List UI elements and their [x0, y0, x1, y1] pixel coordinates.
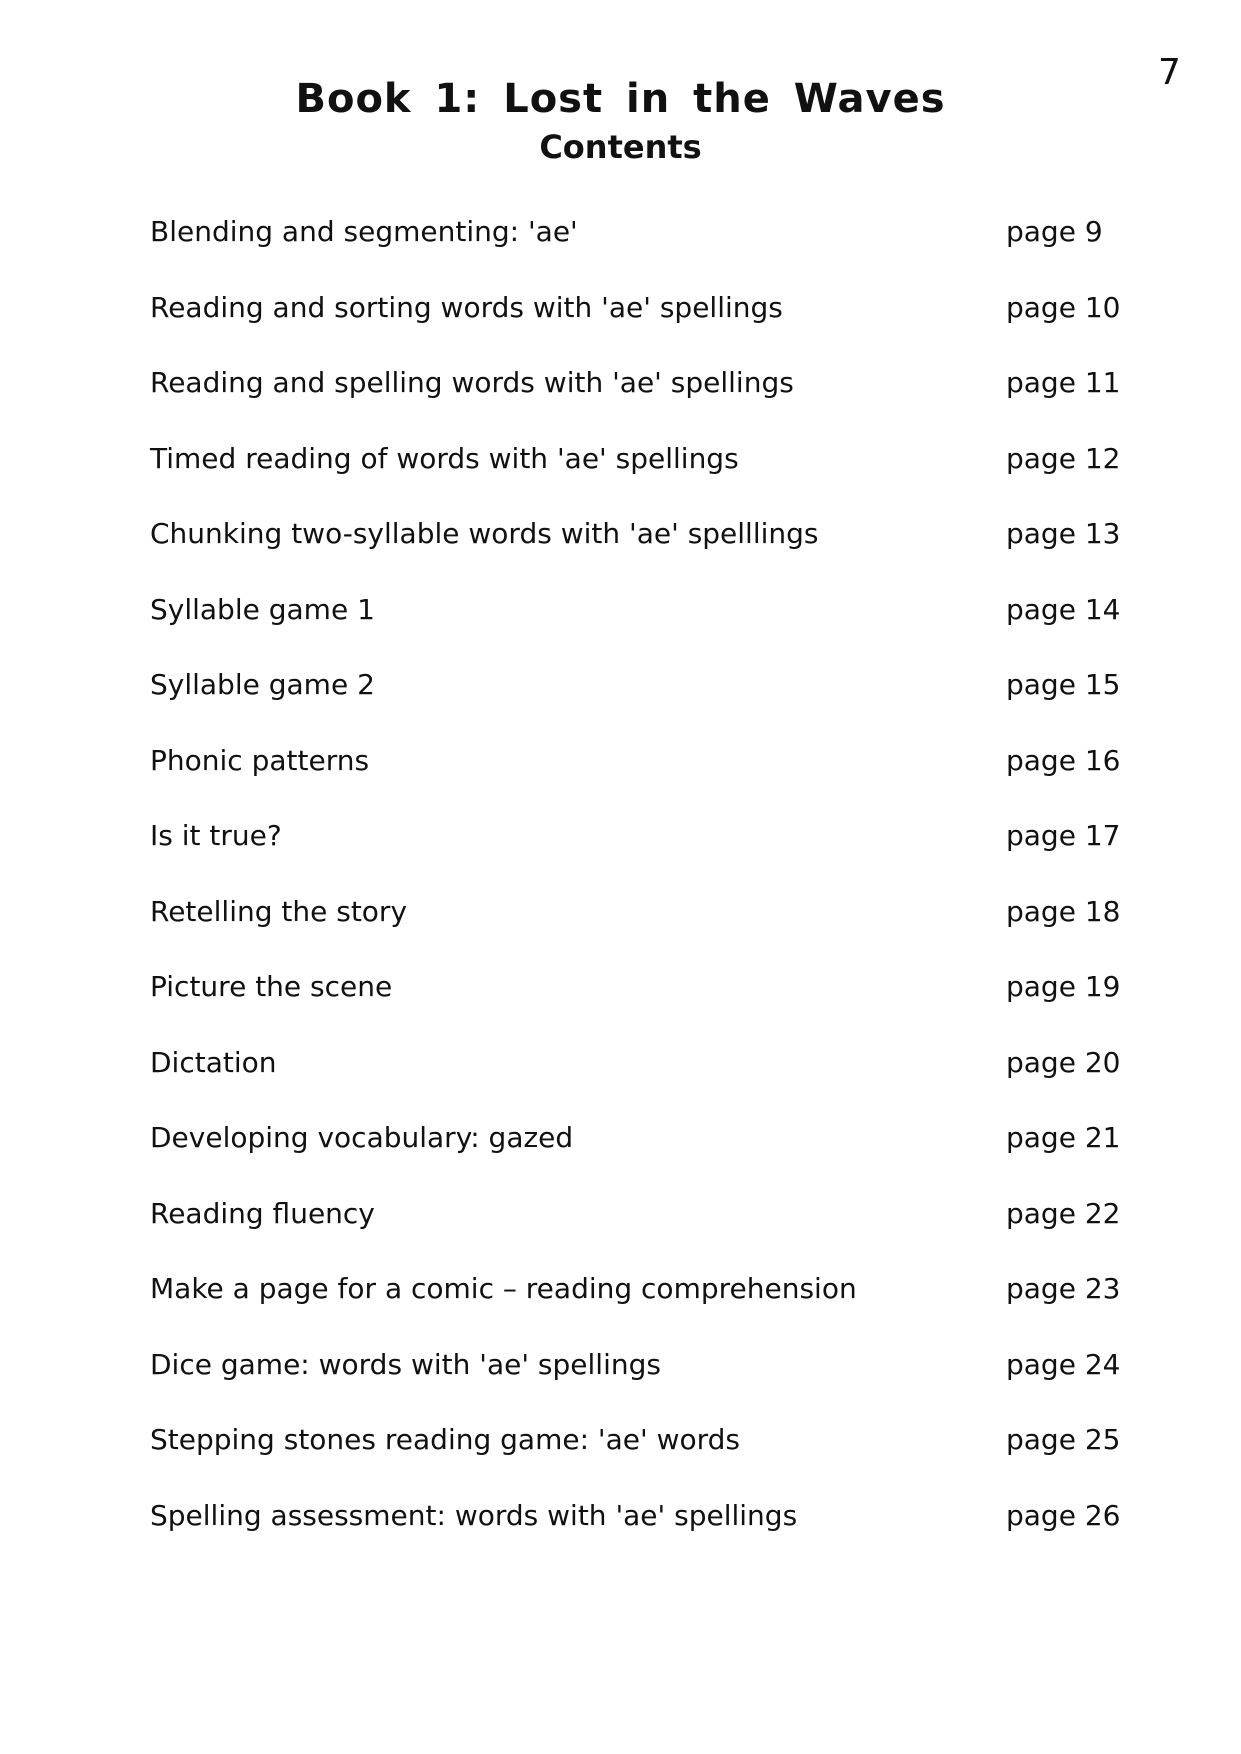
toc-entry-page: page 12 [1006, 441, 1121, 475]
toc-entry-title: Phonic patterns [150, 743, 370, 777]
toc-entry-page: page 23 [1006, 1272, 1121, 1305]
toc-entry-title: Developing vocabulary: gazed [150, 1121, 574, 1154]
toc-entry [150, 741, 1130, 817]
toc-entry-page: page 24 [1006, 1347, 1121, 1381]
toc-entry-page: page 9 [1006, 215, 1103, 248]
book-title: Book 1: Lost in the Waves [295, 76, 946, 122]
toc-entry [150, 1194, 1130, 1270]
toc-entry [150, 1118, 1130, 1194]
toc-entry-title: Syllable game 1 [150, 592, 375, 626]
toc-entry-page: page 20 [1006, 1045, 1121, 1079]
toc-entry-page: page 22 [1006, 1196, 1121, 1230]
toc-entry [150, 1043, 1130, 1119]
toc-entry [150, 1496, 1130, 1572]
toc-entry-title: Is it true? [150, 819, 282, 852]
table-of-contents [150, 212, 1130, 1571]
toc-entry-page: page 17 [1006, 819, 1121, 852]
toc-entry-title: Dice game: words with 'ae' spellings [150, 1347, 661, 1381]
toc-entry-title: Timed reading of words with 'ae' spellings [150, 441, 739, 475]
toc-entry-title: Chunking two-syllable words with 'ae' spelllings [150, 517, 819, 550]
toc-entry-title: Make a page for a comic – reading comprehension [150, 1272, 857, 1305]
toc-entry-page: page 11 [1006, 366, 1121, 399]
toc-entry [150, 1345, 1130, 1421]
toc-entry [150, 212, 1130, 288]
toc-entry-page: page 10 [1006, 290, 1121, 324]
toc-entry-page: page 13 [1006, 517, 1121, 550]
toc-entry [150, 363, 1130, 439]
toc-entry-title: Retelling the story [150, 894, 408, 928]
toc-entry [150, 1420, 1130, 1496]
toc-entry [150, 816, 1130, 892]
page-number: 7 [1158, 52, 1181, 93]
toc-entry-page: page 14 [1006, 592, 1121, 626]
toc-entry-title: Dictation [150, 1045, 277, 1079]
contents-heading: Contents [539, 128, 702, 166]
toc-entry [150, 967, 1130, 1043]
toc-entry-page: page 16 [1006, 743, 1121, 777]
toc-entry-page: page 26 [1006, 1498, 1121, 1532]
toc-entry [150, 590, 1130, 666]
toc-entry [150, 892, 1130, 968]
toc-entry-page: page 19 [1006, 970, 1121, 1003]
toc-entry-title: Reading fluency [150, 1196, 375, 1230]
toc-entry-title: Syllable game 2 [150, 668, 375, 701]
toc-entry-title: Reading and sorting words with 'ae' spellings [150, 290, 783, 324]
toc-entry-title: Reading and spelling words with 'ae' spellings [150, 366, 794, 399]
toc-entry [150, 665, 1130, 741]
toc-entry [150, 1269, 1130, 1345]
toc-entry-page: page 15 [1006, 668, 1121, 701]
toc-entry-title: Stepping stones reading game: 'ae' words [150, 1423, 740, 1456]
toc-entry [150, 439, 1130, 515]
toc-entry [150, 514, 1130, 590]
toc-entry-title: Picture the scene [150, 970, 393, 1003]
toc-entry-title: Spelling assessment: words with 'ae' spellings [150, 1498, 798, 1532]
toc-entry-page: page 18 [1006, 894, 1121, 928]
toc-entry-page: page 25 [1006, 1423, 1121, 1456]
toc-entry-title: Blending and segmenting: 'ae' [150, 215, 578, 248]
toc-entry [150, 288, 1130, 364]
toc-entry-page: page 21 [1006, 1121, 1121, 1154]
